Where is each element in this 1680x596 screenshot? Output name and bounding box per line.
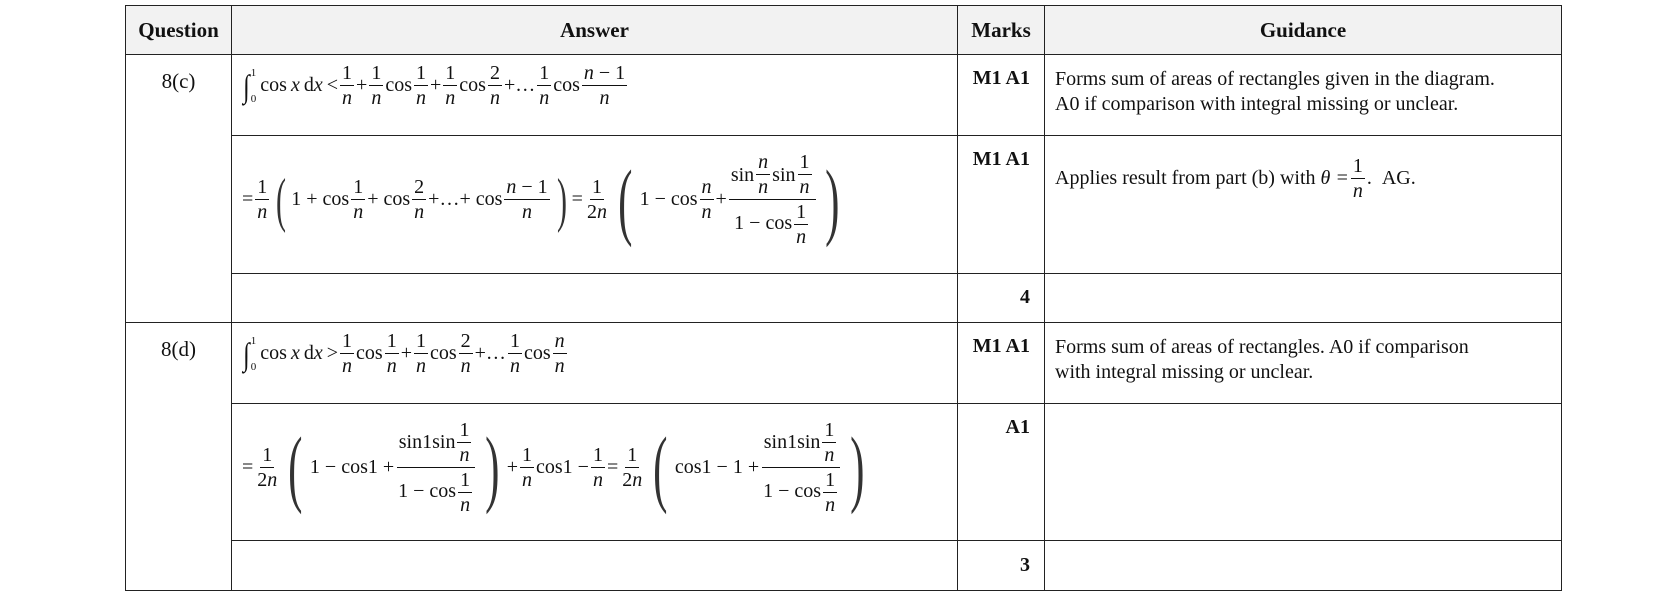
marks-value: M1 A1 (958, 136, 1045, 274)
answer-math: ∫ 1 0 cos x d x > $\frac{1}{n}$ cos $\frac{1}{n}$ + $\frac{1}{n}$ cos $\frac{2}{n}$ +… $\frac{1}{n}$ cos $\frac{n}{n}$ (232, 323, 958, 404)
guidance-line: Forms sum of areas of rectangles. A0 if comparison (1055, 336, 1469, 359)
guidance-empty (1045, 273, 1562, 322)
guidance-empty (1045, 541, 1562, 591)
question-label: 8(c) (126, 55, 232, 323)
header-guidance: Guidance (1045, 6, 1562, 55)
marks-value: A1 (958, 403, 1045, 541)
theta-symbol: θ = (1320, 167, 1349, 190)
mark-scheme-table (125, 5, 1562, 591)
marks-value: M1 A1 (958, 323, 1045, 404)
marks-total: 3 (958, 541, 1045, 591)
header-question: Question (126, 6, 232, 55)
table-row (126, 55, 1562, 136)
answer-math: ∫ 1 0 cos x d x < $\frac{1}{n}$ + $\frac{1}{n}$ cos $\frac{1}{n}$ + $\frac{1}{n}$ cos $\frac{2}{n}$ +… $\frac{1}{n}$ cos $\frac{n - 1}{n}$ (232, 55, 958, 136)
guidance-line: Applies result from part (b) with (1055, 167, 1316, 190)
answer-empty (232, 273, 958, 322)
guidance-line: with integral missing or unclear. (1055, 361, 1314, 384)
header-answer: Answer (232, 6, 958, 55)
answer-math: = $\frac{1}{2n}$ ( 1 − cos1 + sin1sin $\frac{1}{n}$ 1 − cos $\frac{1}{n}$ ) + $\frac{1}{n}$ cos1 − $\frac{1}{n}$ = $\frac{1}{2n}$ ( cos1 − 1 + sin1sin $\frac{1}{n}$ 1 − cos $\frac{1}{n}$ ) (232, 403, 958, 541)
answer-math: = $\frac{1}{n}$ ( 1 + cos $\frac{1}{n}$ + cos $\frac{2}{n}$ +…+ cos $\frac{n - 1}{n}$ ) = $\frac{1}{2n}$ ( 1 − cos $\frac{n}{n}$ + sin $\frac{n}{n}$ sin $\frac{1}{n}$ 1 − cos $\frac{1}{n}$ ) (232, 136, 958, 274)
guidance-line: A0 if comparison with integral missing or unclear. (1055, 93, 1459, 116)
fraction-denominator: n (1352, 180, 1363, 203)
question-label: 8(d) (126, 323, 232, 591)
answer-empty (232, 541, 958, 591)
table-row (126, 541, 1562, 591)
table-row (126, 403, 1562, 541)
table-row (126, 136, 1562, 274)
fraction-numerator: 1 (1352, 155, 1363, 178)
header-row (126, 6, 1562, 55)
table-row (126, 273, 1562, 322)
guidance-text: Applies result from part (b) with θ = $\frac{1}{n}$ . AG. (1045, 136, 1562, 274)
guidance-line: AG. (1381, 167, 1416, 190)
guidance-line: Forms sum of areas of rectangles given in the diagram. (1055, 68, 1495, 91)
header-marks: Marks (958, 6, 1045, 55)
guidance-text (1045, 55, 1562, 136)
table-row (126, 323, 1562, 404)
marks-total: 4 (958, 273, 1045, 322)
guidance-text (1045, 323, 1562, 404)
marks-value: M1 A1 (958, 55, 1045, 136)
guidance-empty (1045, 403, 1562, 541)
